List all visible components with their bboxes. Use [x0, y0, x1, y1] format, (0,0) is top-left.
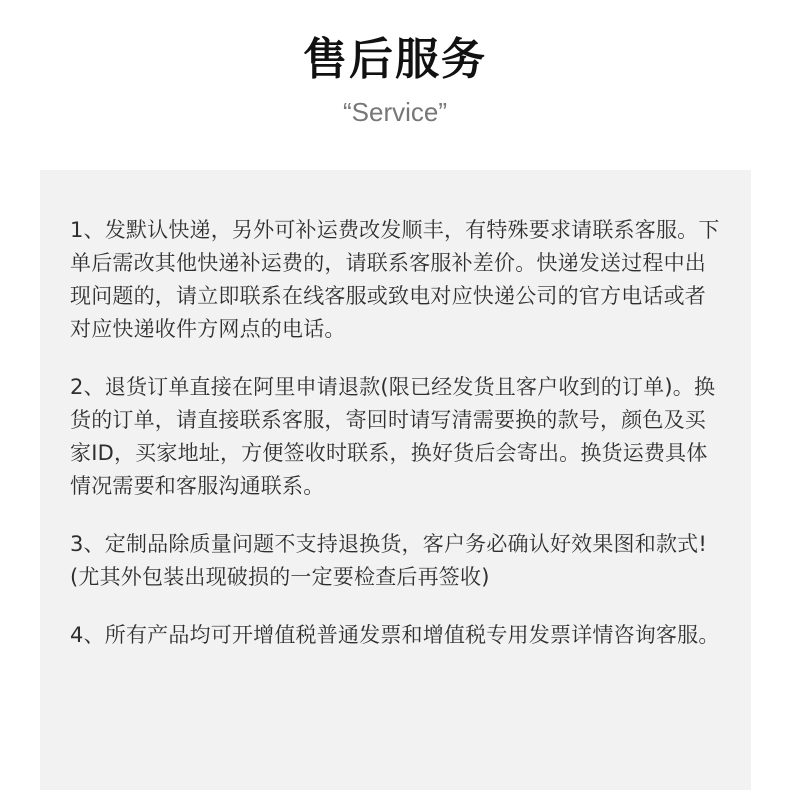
page-title: 售后服务: [303, 34, 487, 85]
after-sales-policy-panel: [40, 170, 751, 790]
page-header: [0, 0, 790, 128]
page-subtitle: “Service”: [342, 97, 447, 127]
policy-item-2: 2、退货订单直接在阿里申请退款(限已经发货且客户收到的订单)。换货的订单，请直接联系客服，寄回时请写清需要换的款号，颜色及买家ID，买家地址，方便签收时联系，换好货后会寄出。换货运费具体情况需要和客服沟通联系。: [70, 375, 716, 498]
policy-item-1: 1、发默认快递，另外可补运费改发顺丰，有特殊要求请联系客服。下单后需改其他快递补运费的，请联系客服补差价。快递发送过程中出现问题的，请立即联系在线客服或致电对应快递公司的官方电话或者对应快递收件方网点的电话。: [70, 218, 720, 341]
policy-item-3: 3、定制品除质量问题不支持退换货，客户务必确认好效果图和款式!(尤其外包装出现破损的一定要检查后再签收): [70, 532, 707, 589]
policy-item-4: 4、所有产品均可开增值税普通发票和增值税专用发票详情咨询客服。: [70, 623, 720, 647]
